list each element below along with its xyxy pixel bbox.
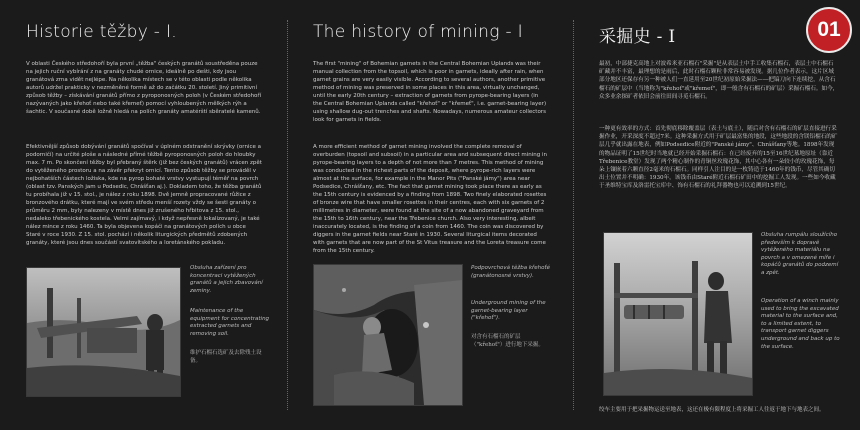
page-number: 01 (817, 18, 841, 41)
czech-paragraph-1: V oblasti Českého středohoří byla první „těžba" českých granátů soustředěna pouze na jejich ruční vybírání z na granáty chudé ornice, ideálně po dešti, kdy jsou granátová zrna vidět nejlépe. Na několika místech se v této oblasti podle několika autorů udržel prakticky v nezměněné formě až do začátku 20. století. Jiný primitivní způsob těžby – získávání granátů přímo z pyroponosných poloh (v Českém středohoří nazývaných jako křehoť nebo také křemeť) pomocí vyhloubených mělkých rýh a šachtic. V současné době ložně hledá na polích granáty amatérští sběratelé kamenů. (26, 61, 262, 115)
winnowing-equipment-photo (26, 267, 181, 397)
czech-photo-caption-cs: Obsluha zařízení pro koncentraci vytěžených granátů a jejich zbavování zeminy. (190, 265, 263, 294)
czech-column (0, 0, 287, 430)
english-photo-caption-zh: 对含有石榴石的矿层（"křehoť"）进行地下采掘。 (471, 334, 544, 348)
czech-title: Historie těžby - I. (26, 22, 177, 42)
english-photo-caption-cs: Podpovrchová těžba křehoťé (granátonosné vrstvy). (471, 265, 551, 279)
chinese-column (573, 0, 860, 430)
chinese-title: 采掘史 - I (599, 27, 676, 47)
english-photo-caption-en: Underground mining of the garnet-bearing layer ("křehoť"). (471, 300, 546, 322)
chinese-photo-caption-en: Operation of a winch mainly used to bring the excavated material to the surface and, to a limited extent, to transport garnet diggers underground and back up to the surface. (761, 298, 840, 350)
underground-mining-photo (313, 264, 463, 406)
english-paragraph-1: The first "mining" of Bohemian garnets in the Central Bohemian Uplands was their manual collection from the topsoil, which is poor in garnets, ideally after rain, when garnet grains are very easily visible. According to several authors, another primitive method of mining was preserved in some places in this area, virtually unchanged, until the early 20th century – extraction of garnets from pyrope-bearing layers (in the Central Bohemian Uplands called "křehoť" or "křemeť", i.e. garnet-bearing layer) using shallow dug-out trenches and shafts. Nowadays, numerous amateur collectors look for garnets in fields. (313, 61, 547, 123)
english-paragraph-2: A more efficient method of garnet mining involved the complete removal of overburden (topsoil and subsoil) in a particular area and subsequent direct mining in pyrope-bearing layers to a depth of not more than 7 metres. This method of mining was conducted in the richest parts of the deposit, where pyrope-rich layers were almost at the surface, for example in the Manor Pits ("Panské jámy") area near Podsedice, Chrášťany, etc. The fact that garnet mining took place there as early as the 15th century is evidenced by a finding from 1898. Two finely elaborated rosettes of bronze wire that have smaller rosettes in their centres, each with six garnets of 2 millimetres in diameter, were found at the site of a now abandoned graveyard from the 15th to 16th century, near the Třebenice church. Also very interesting, albeit inaccurately located, is the finding of a coin from 1460. The coin was discovered by diggers in the garnet fields near Staré in 1930. Several liturgical items decorated with garnets that are now part of the St Vitus treasure and the Loreta treasure come from the 15th century. (313, 144, 547, 254)
chinese-photo-caption-cs: Obsluha rumpálu sloužícího především k dopravě vytěženého materiálu na povrch a v omezené míře i kopáčů granátů do podzemí a zpět. (761, 232, 839, 276)
chinese-photo-caption-zh: 绞车主要用于把采掘物运送至地表，这还在极有限程度上将采掘工人往返于地下与地表之间。 (599, 407, 825, 413)
chinese-paragraph-1: 最初，中部捷克高地上对波希米亚石榴石"采掘"是从表层土中手工收集石榴石，表层土中石榴石矿藏并不丰富，最理想的是雨后，此时石榴石颗粒非常容易被发现。据几位作者表示，这片区域部分地区还保存有另一种被人们一直延用至20世纪初原始采掘法——把镐刀向下连续挖，从含石榴石的矿层中（当地称为"křehoť"或"křemeť"，即一般含有石榴石的矿层）采掘石榴石。如今，众多业余探矿者依旧会前往田间寻觅石榴石。 (599, 61, 839, 100)
chinese-paragraph-2: 一种更有效率的方式：首先彻底移除覆盖层（表土与底土），随后对含有石榴石的矿层直接进行采掘作业，开采深度不超过7米。这种采掘方式用于矿层最富集的地段，这些地段的含镁铝榴石的矿层几乎就出露在地表，例如Podsedice附近的"Panské jámy"、Chrášťany等地。1898年发现的物品证明了15世纪时当地就已经开始采掘石榴石：在已经废弃的15至16世纪墓地原址（靠近Třebenice教堂）发现了两个精心制作的青铜丝玫瑰花饰，其中心各有一朵较小的玫瑰花饰，每朵上镶嵌着六颗直径2毫米的石榴石。同样引人注目的是一枚铸造于1460年的钱币，尽管其确切出土位置并不明确：1930年，该钱币由Staré附近石榴石矿田中的挖掘工人发现。一些如今收藏于圣维特宝库及洛雷托宝库中、饰有石榴石的礼拜器物也可以追溯到15世纪。 (599, 126, 838, 190)
winch-operation-photo (603, 232, 753, 396)
czech-photo-caption-zh: 维护石榴石选矿及去除残土设备。 (190, 350, 262, 364)
czech-paragraph-2: Efektivnější způsob dobývání granátů spočíval v úplném odstranění skrývky (ornice a podorničí) na určité ploše a následné přímé těžbě pyroponosných poloh do hloubky max. 7 m. Po skončení těžby byl přebraný štěrk (již bez českých granátů) vrácen zpět do vytěženého prostoru a na závěr překryt ornicí. Tento způsob těžby se prováděl v nejbohatších částech ložiska, kde na pyrop bohaté vrstvy vystupují téměř na povrch (oblast tzv. Panských jam u Podsedic, Chrášťan aj.). Dokladem toho, že těžba granátů tu probíhala již v 15. stol., je nález z roku 1898. Dvě jemně propracované růžice z bronzového drátku, které mají ve svém středu menší rozety vždy se šesti granáty o průměru 2 mm, byly nalezeny v místě dnes již zrušeného hřbitova z 15. stol., nedaleko třebenického kostela. Velmi zajímavý, i když nepřesně lokalizovaný, je také nález mince z roku 1460. Ta byla objevena kopáči na granátových polích u obce Staré v roce 1930. Z 15. stol. pochází i několik liturgických předmětů zdobených granáty, které jsou dnes součástí svatovítského a loretánského pokladu. (26, 144, 262, 246)
english-column (287, 0, 573, 430)
page-number-badge (798, 0, 860, 62)
english-title: The history of mining - I (313, 22, 523, 42)
czech-photo-caption-en: Maintenance of the equipment for concentrating extracted garnets and removing soil. (190, 308, 270, 337)
